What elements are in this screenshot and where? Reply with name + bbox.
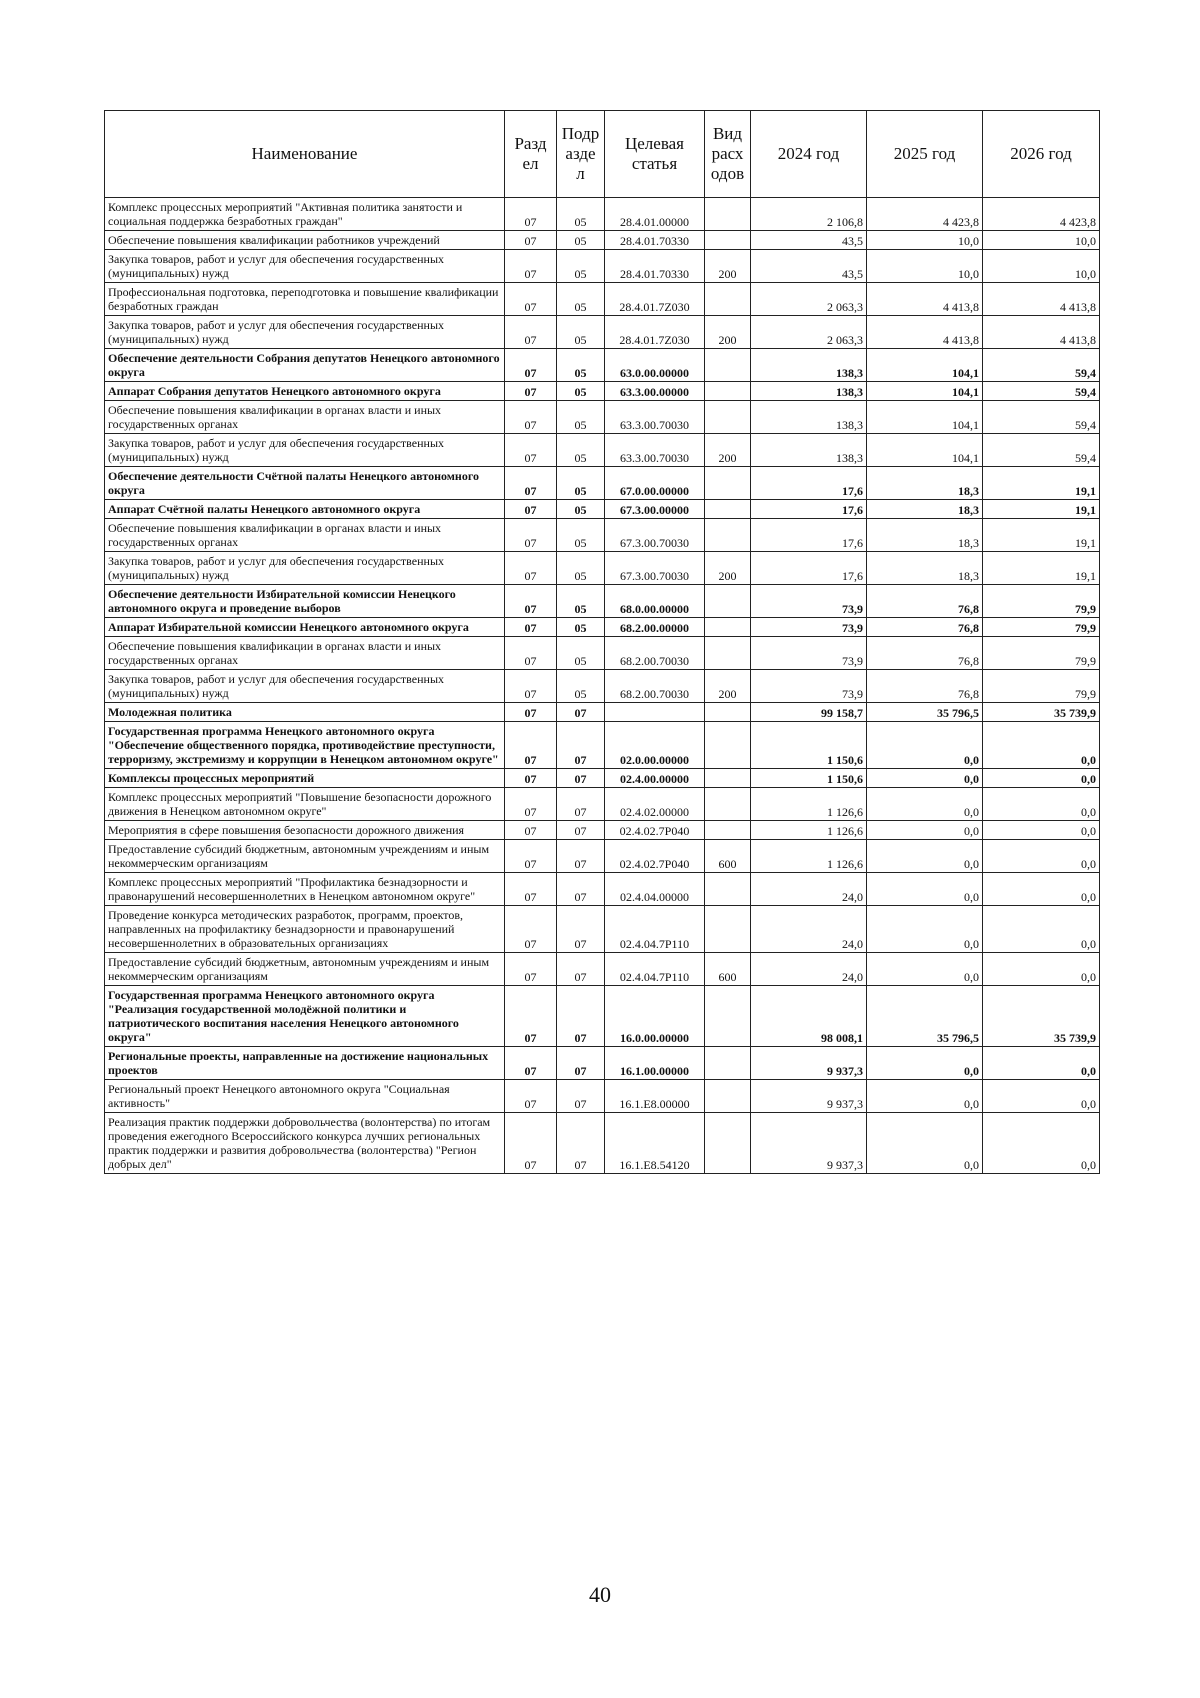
table-row <box>105 769 1100 788</box>
row-name: Обеспечение повышения квалификации в органах власти и иных государственных органах <box>105 519 505 552</box>
row-value-2025: 0,0 <box>867 1080 983 1113</box>
row-value-2024: 43,5 <box>751 250 867 283</box>
row-razdel: 07 <box>505 1080 557 1113</box>
row-vid-rashodov <box>705 1113 751 1174</box>
row-value-2025: 10,0 <box>867 231 983 250</box>
row-razdel: 07 <box>505 198 557 231</box>
row-podrazdel: 05 <box>557 316 605 349</box>
row-celevaya-statya: 02.4.02.7P040 <box>605 821 705 840</box>
row-value-2025: 76,8 <box>867 585 983 618</box>
row-name: Комплекс процессных мероприятий "Повышение безопасности дорожного движения в Ненецком автономном округе" <box>105 788 505 821</box>
row-vid-rashodov <box>705 722 751 769</box>
row-razdel: 07 <box>505 722 557 769</box>
row-value-2024: 24,0 <box>751 953 867 986</box>
row-podrazdel: 05 <box>557 585 605 618</box>
row-vid-rashodov <box>705 1080 751 1113</box>
row-vid-rashodov <box>705 1047 751 1080</box>
row-celevaya-statya: 02.4.02.7P040 <box>605 840 705 873</box>
row-name: Закупка товаров, работ и услуг для обеспечения государственных (муниципальных) нужд <box>105 250 505 283</box>
row-podrazdel: 07 <box>557 769 605 788</box>
row-podrazdel: 05 <box>557 198 605 231</box>
document-page <box>104 110 1099 1174</box>
table-row <box>105 722 1100 769</box>
row-value-2024: 17,6 <box>751 500 867 519</box>
header-vid-rashodov: Вид расх одов <box>705 111 751 198</box>
row-value-2025: 104,1 <box>867 382 983 401</box>
row-podrazdel: 05 <box>557 231 605 250</box>
row-podrazdel: 07 <box>557 1047 605 1080</box>
header-razdel: Разд ел <box>505 111 557 198</box>
row-value-2026: 0,0 <box>983 840 1100 873</box>
page-number: 40 <box>589 1582 611 1607</box>
header-name: Наименование <box>105 111 505 198</box>
row-celevaya-statya: 63.3.00.70030 <box>605 401 705 434</box>
row-celevaya-statya: 28.4.01.7Z030 <box>605 283 705 316</box>
row-celevaya-statya: 02.4.04.7P110 <box>605 906 705 953</box>
table-row <box>105 198 1100 231</box>
row-name: Проведение конкурса методических разработок, программ, проектов, направленных на профилактику безнадзорности и правонарушений несовершеннолетних в образовательных организациях <box>105 906 505 953</box>
row-value-2026: 19,1 <box>983 519 1100 552</box>
row-podrazdel: 05 <box>557 670 605 703</box>
row-name: Предоставление субсидий бюджетным, автономным учреждениям и иным некоммерческим организациям <box>105 840 505 873</box>
row-value-2026: 19,1 <box>983 467 1100 500</box>
row-name: Обеспечение деятельности Счётной палаты Ненецкого автономного округа <box>105 467 505 500</box>
row-name: Закупка товаров, работ и услуг для обеспечения государственных (муниципальных) нужд <box>105 670 505 703</box>
table-row <box>105 906 1100 953</box>
row-celevaya-statya: 02.0.00.00000 <box>605 722 705 769</box>
row-podrazdel: 05 <box>557 500 605 519</box>
row-razdel: 07 <box>505 821 557 840</box>
row-value-2024: 1 126,6 <box>751 840 867 873</box>
row-razdel: 07 <box>505 231 557 250</box>
row-value-2024: 2 106,8 <box>751 198 867 231</box>
row-razdel: 07 <box>505 1047 557 1080</box>
row-value-2026: 4 413,8 <box>983 316 1100 349</box>
row-value-2026: 59,4 <box>983 382 1100 401</box>
table-row <box>105 618 1100 637</box>
row-podrazdel: 05 <box>557 382 605 401</box>
row-podrazdel: 07 <box>557 873 605 906</box>
table-row <box>105 637 1100 670</box>
row-value-2024: 9 937,3 <box>751 1047 867 1080</box>
row-value-2026: 59,4 <box>983 401 1100 434</box>
row-celevaya-statya: 28.4.01.00000 <box>605 198 705 231</box>
row-celevaya-statya: 02.4.02.00000 <box>605 788 705 821</box>
row-vid-rashodov: 200 <box>705 670 751 703</box>
table-row <box>105 552 1100 585</box>
table-row <box>105 840 1100 873</box>
row-value-2025: 35 796,5 <box>867 703 983 722</box>
row-podrazdel: 05 <box>557 467 605 500</box>
row-vid-rashodov <box>705 585 751 618</box>
row-vid-rashodov: 200 <box>705 552 751 585</box>
row-name: Закупка товаров, работ и услуг для обеспечения государственных (муниципальных) нужд <box>105 552 505 585</box>
row-value-2024: 17,6 <box>751 467 867 500</box>
row-value-2024: 1 150,6 <box>751 769 867 788</box>
row-value-2024: 2 063,3 <box>751 316 867 349</box>
row-value-2024: 24,0 <box>751 873 867 906</box>
row-value-2025: 76,8 <box>867 618 983 637</box>
row-razdel: 07 <box>505 519 557 552</box>
table-row <box>105 401 1100 434</box>
row-value-2024: 24,0 <box>751 906 867 953</box>
row-value-2026: 79,9 <box>983 670 1100 703</box>
row-celevaya-statya: 63.3.00.70030 <box>605 434 705 467</box>
row-value-2024: 1 126,6 <box>751 788 867 821</box>
row-value-2026: 0,0 <box>983 953 1100 986</box>
row-name: Реализация практик поддержки добровольчества (волонтерства) по итогам проведения ежегодного Всероссийского конкурса лучших региональных практик поддержки и развития добровольчества (волонтерства) "Регион добрых дел" <box>105 1113 505 1174</box>
row-name: Молодежная политика <box>105 703 505 722</box>
row-vid-rashodov <box>705 703 751 722</box>
row-value-2025: 4 413,8 <box>867 316 983 349</box>
row-celevaya-statya: 68.0.00.00000 <box>605 585 705 618</box>
table-header-row <box>105 111 1100 198</box>
row-vid-rashodov <box>705 198 751 231</box>
row-value-2026: 0,0 <box>983 873 1100 906</box>
row-vid-rashodov <box>705 906 751 953</box>
row-celevaya-statya: 02.4.04.00000 <box>605 873 705 906</box>
row-value-2025: 0,0 <box>867 788 983 821</box>
row-name: Комплексы процессных мероприятий <box>105 769 505 788</box>
row-vid-rashodov <box>705 821 751 840</box>
row-value-2025: 0,0 <box>867 1047 983 1080</box>
row-value-2024: 73,9 <box>751 637 867 670</box>
header-podrazdel: Подр азде л <box>557 111 605 198</box>
row-value-2025: 0,0 <box>867 722 983 769</box>
row-razdel: 07 <box>505 283 557 316</box>
row-podrazdel: 07 <box>557 953 605 986</box>
row-value-2025: 104,1 <box>867 349 983 382</box>
row-razdel: 07 <box>505 467 557 500</box>
row-vid-rashodov: 200 <box>705 434 751 467</box>
row-celevaya-statya: 63.0.00.00000 <box>605 349 705 382</box>
row-value-2024: 2 063,3 <box>751 283 867 316</box>
row-razdel: 07 <box>505 552 557 585</box>
row-value-2024: 17,6 <box>751 552 867 585</box>
row-vid-rashodov: 200 <box>705 250 751 283</box>
table-row <box>105 500 1100 519</box>
row-razdel: 07 <box>505 953 557 986</box>
row-value-2024: 138,3 <box>751 349 867 382</box>
row-podrazdel: 05 <box>557 401 605 434</box>
row-razdel: 07 <box>505 637 557 670</box>
row-value-2025: 18,3 <box>867 552 983 585</box>
row-name: Обеспечение повышения квалификации в органах власти и иных государственных органах <box>105 637 505 670</box>
table-row <box>105 703 1100 722</box>
row-celevaya-statya: 28.4.01.70330 <box>605 231 705 250</box>
row-celevaya-statya: 16.1.E8.00000 <box>605 1080 705 1113</box>
table-row <box>105 467 1100 500</box>
row-razdel: 07 <box>505 769 557 788</box>
row-podrazdel: 07 <box>557 840 605 873</box>
row-value-2025: 104,1 <box>867 401 983 434</box>
row-value-2024: 99 158,7 <box>751 703 867 722</box>
row-podrazdel: 05 <box>557 618 605 637</box>
row-name: Обеспечение деятельности Собрания депутатов Ненецкого автономного округа <box>105 349 505 382</box>
row-vid-rashodov <box>705 349 751 382</box>
row-value-2025: 0,0 <box>867 840 983 873</box>
row-name: Закупка товаров, работ и услуг для обеспечения государственных (муниципальных) нужд <box>105 434 505 467</box>
row-celevaya-statya <box>605 703 705 722</box>
row-value-2026: 79,9 <box>983 637 1100 670</box>
row-vid-rashodov <box>705 519 751 552</box>
row-celevaya-statya: 16.1.E8.54120 <box>605 1113 705 1174</box>
row-value-2025: 104,1 <box>867 434 983 467</box>
row-name: Обеспечение повышения квалификации работников учреждений <box>105 231 505 250</box>
row-value-2024: 138,3 <box>751 382 867 401</box>
row-razdel: 07 <box>505 401 557 434</box>
row-name: Аппарат Избирательной комиссии Ненецкого автономного округа <box>105 618 505 637</box>
table-row <box>105 821 1100 840</box>
row-vid-rashodov <box>705 231 751 250</box>
row-celevaya-statya: 68.2.00.70030 <box>605 670 705 703</box>
row-razdel: 07 <box>505 788 557 821</box>
row-celevaya-statya: 02.4.04.7P110 <box>605 953 705 986</box>
row-value-2024: 73,9 <box>751 670 867 703</box>
row-value-2026: 0,0 <box>983 1113 1100 1174</box>
row-name: Аппарат Собрания депутатов Ненецкого автономного округа <box>105 382 505 401</box>
table-row <box>105 434 1100 467</box>
row-value-2025: 0,0 <box>867 1113 983 1174</box>
row-name: Комплекс процессных мероприятий "Активная политика занятости и социальная поддержка безработных граждан" <box>105 198 505 231</box>
row-celevaya-statya: 68.2.00.00000 <box>605 618 705 637</box>
budget-table <box>104 110 1100 1174</box>
table-body <box>105 198 1100 1174</box>
row-razdel: 07 <box>505 585 557 618</box>
row-value-2025: 0,0 <box>867 821 983 840</box>
row-value-2025: 4 413,8 <box>867 283 983 316</box>
row-celevaya-statya: 28.4.01.70330 <box>605 250 705 283</box>
table-row <box>105 1113 1100 1174</box>
row-vid-rashodov <box>705 401 751 434</box>
row-celevaya-statya: 16.0.00.00000 <box>605 986 705 1047</box>
table-row <box>105 250 1100 283</box>
row-value-2026: 0,0 <box>983 821 1100 840</box>
row-value-2025: 0,0 <box>867 873 983 906</box>
row-podrazdel: 05 <box>557 349 605 382</box>
row-value-2025: 4 423,8 <box>867 198 983 231</box>
row-value-2026: 19,1 <box>983 552 1100 585</box>
row-name: Мероприятия в сфере повышения безопасности дорожного движения <box>105 821 505 840</box>
row-vid-rashodov: 200 <box>705 316 751 349</box>
row-value-2025: 76,8 <box>867 637 983 670</box>
row-value-2026: 59,4 <box>983 349 1100 382</box>
row-razdel: 07 <box>505 250 557 283</box>
row-vid-rashodov <box>705 769 751 788</box>
row-podrazdel: 07 <box>557 821 605 840</box>
row-value-2024: 9 937,3 <box>751 1080 867 1113</box>
row-podrazdel: 07 <box>557 703 605 722</box>
row-value-2026: 10,0 <box>983 231 1100 250</box>
row-value-2025: 18,3 <box>867 519 983 552</box>
row-razdel: 07 <box>505 500 557 519</box>
row-podrazdel: 07 <box>557 1080 605 1113</box>
table-row <box>105 953 1100 986</box>
table-row <box>105 1080 1100 1113</box>
row-name: Обеспечение повышения квалификации в органах власти и иных государственных органах <box>105 401 505 434</box>
header-2024: 2024 год <box>751 111 867 198</box>
row-razdel: 07 <box>505 316 557 349</box>
row-podrazdel: 07 <box>557 1113 605 1174</box>
row-value-2026: 0,0 <box>983 1047 1100 1080</box>
row-value-2024: 73,9 <box>751 618 867 637</box>
row-razdel: 07 <box>505 670 557 703</box>
row-vid-rashodov <box>705 637 751 670</box>
row-vid-rashodov: 600 <box>705 840 751 873</box>
row-podrazdel: 05 <box>557 250 605 283</box>
row-razdel: 07 <box>505 906 557 953</box>
row-value-2026: 0,0 <box>983 906 1100 953</box>
table-row <box>105 986 1100 1047</box>
row-celevaya-statya: 67.0.00.00000 <box>605 467 705 500</box>
row-value-2024: 1 150,6 <box>751 722 867 769</box>
table-row <box>105 283 1100 316</box>
row-value-2025: 0,0 <box>867 906 983 953</box>
header-2026: 2026 год <box>983 111 1100 198</box>
row-podrazdel: 05 <box>557 552 605 585</box>
row-value-2025: 0,0 <box>867 769 983 788</box>
table-row <box>105 231 1100 250</box>
row-razdel: 07 <box>505 986 557 1047</box>
table-row <box>105 670 1100 703</box>
header-2025: 2025 год <box>867 111 983 198</box>
row-podrazdel: 05 <box>557 434 605 467</box>
row-value-2026: 4 423,8 <box>983 198 1100 231</box>
row-razdel: 07 <box>505 703 557 722</box>
row-razdel: 07 <box>505 434 557 467</box>
row-value-2026: 0,0 <box>983 788 1100 821</box>
row-value-2024: 138,3 <box>751 401 867 434</box>
row-celevaya-statya: 67.3.00.00000 <box>605 500 705 519</box>
row-name: Закупка товаров, работ и услуг для обеспечения государственных (муниципальных) нужд <box>105 316 505 349</box>
row-name: Обеспечение деятельности Избирательной комиссии Ненецкого автономного округа и проведение выборов <box>105 585 505 618</box>
row-podrazdel: 05 <box>557 283 605 316</box>
row-value-2024: 9 937,3 <box>751 1113 867 1174</box>
row-vid-rashodov <box>705 382 751 401</box>
row-value-2026: 79,9 <box>983 585 1100 618</box>
row-razdel: 07 <box>505 1113 557 1174</box>
table-row <box>105 519 1100 552</box>
row-value-2024: 1 126,6 <box>751 821 867 840</box>
row-value-2025: 10,0 <box>867 250 983 283</box>
table-row <box>105 316 1100 349</box>
header-celevaya-statya: Целевая статья <box>605 111 705 198</box>
row-value-2025: 0,0 <box>867 953 983 986</box>
row-vid-rashodov <box>705 283 751 316</box>
table-row <box>105 585 1100 618</box>
row-value-2024: 73,9 <box>751 585 867 618</box>
row-value-2024: 138,3 <box>751 434 867 467</box>
row-value-2026: 79,9 <box>983 618 1100 637</box>
row-vid-rashodov <box>705 467 751 500</box>
row-value-2026: 19,1 <box>983 500 1100 519</box>
row-vid-rashodov: 600 <box>705 953 751 986</box>
row-celevaya-statya: 28.4.01.7Z030 <box>605 316 705 349</box>
row-name: Профессиональная подготовка, переподготовка и повышение квалификации безработных граждан <box>105 283 505 316</box>
row-value-2026: 0,0 <box>983 722 1100 769</box>
table-row <box>105 349 1100 382</box>
row-value-2025: 18,3 <box>867 500 983 519</box>
row-name: Предоставление субсидий бюджетным, автономным учреждениям и иным некоммерческим организациям <box>105 953 505 986</box>
row-value-2025: 35 796,5 <box>867 986 983 1047</box>
row-value-2024: 43,5 <box>751 231 867 250</box>
row-celevaya-statya: 67.3.00.70030 <box>605 552 705 585</box>
row-value-2026: 35 739,9 <box>983 703 1100 722</box>
row-celevaya-statya: 68.2.00.70030 <box>605 637 705 670</box>
row-name: Комплекс процессных мероприятий "Профилактика безнадзорности и правонарушений несовершеннолетних в Ненецком автономном округе" <box>105 873 505 906</box>
row-podrazdel: 07 <box>557 722 605 769</box>
row-value-2026: 4 413,8 <box>983 283 1100 316</box>
table-row <box>105 873 1100 906</box>
row-value-2026: 0,0 <box>983 1080 1100 1113</box>
row-podrazdel: 05 <box>557 519 605 552</box>
row-razdel: 07 <box>505 618 557 637</box>
row-value-2024: 17,6 <box>751 519 867 552</box>
row-vid-rashodov <box>705 618 751 637</box>
row-value-2026: 0,0 <box>983 769 1100 788</box>
row-razdel: 07 <box>505 840 557 873</box>
row-podrazdel: 05 <box>557 637 605 670</box>
row-name: Государственная программа Ненецкого автономного округа "Реализация государственной молодёжной политики и патриотического воспитания населения Ненецкого автономного округа" <box>105 986 505 1047</box>
row-celevaya-statya: 02.4.00.00000 <box>605 769 705 788</box>
row-razdel: 07 <box>505 873 557 906</box>
row-value-2025: 76,8 <box>867 670 983 703</box>
row-name: Аппарат Счётной палаты Ненецкого автономного округа <box>105 500 505 519</box>
row-razdel: 07 <box>505 382 557 401</box>
row-value-2024: 98 008,1 <box>751 986 867 1047</box>
row-vid-rashodov <box>705 788 751 821</box>
row-value-2026: 35 739,9 <box>983 986 1100 1047</box>
table-row <box>105 1047 1100 1080</box>
row-podrazdel: 07 <box>557 788 605 821</box>
row-name: Региональные проекты, направленные на достижение национальных проектов <box>105 1047 505 1080</box>
row-celevaya-statya: 67.3.00.70030 <box>605 519 705 552</box>
row-vid-rashodov <box>705 873 751 906</box>
table-row <box>105 382 1100 401</box>
row-podrazdel: 07 <box>557 906 605 953</box>
table-row <box>105 788 1100 821</box>
row-vid-rashodov <box>705 500 751 519</box>
row-name: Государственная программа Ненецкого автономного округа "Обеспечение общественного порядка, противодействие преступности, терроризму, экстремизму и коррупции в Ненецком автономном округе" <box>105 722 505 769</box>
row-vid-rashodov <box>705 986 751 1047</box>
row-celevaya-statya: 16.1.00.00000 <box>605 1047 705 1080</box>
row-name: Региональный проект Ненецкого автономного округа "Социальная активность" <box>105 1080 505 1113</box>
row-podrazdel: 07 <box>557 986 605 1047</box>
row-razdel: 07 <box>505 349 557 382</box>
row-celevaya-statya: 63.3.00.00000 <box>605 382 705 401</box>
row-value-2026: 10,0 <box>983 250 1100 283</box>
row-value-2026: 59,4 <box>983 434 1100 467</box>
row-value-2025: 18,3 <box>867 467 983 500</box>
